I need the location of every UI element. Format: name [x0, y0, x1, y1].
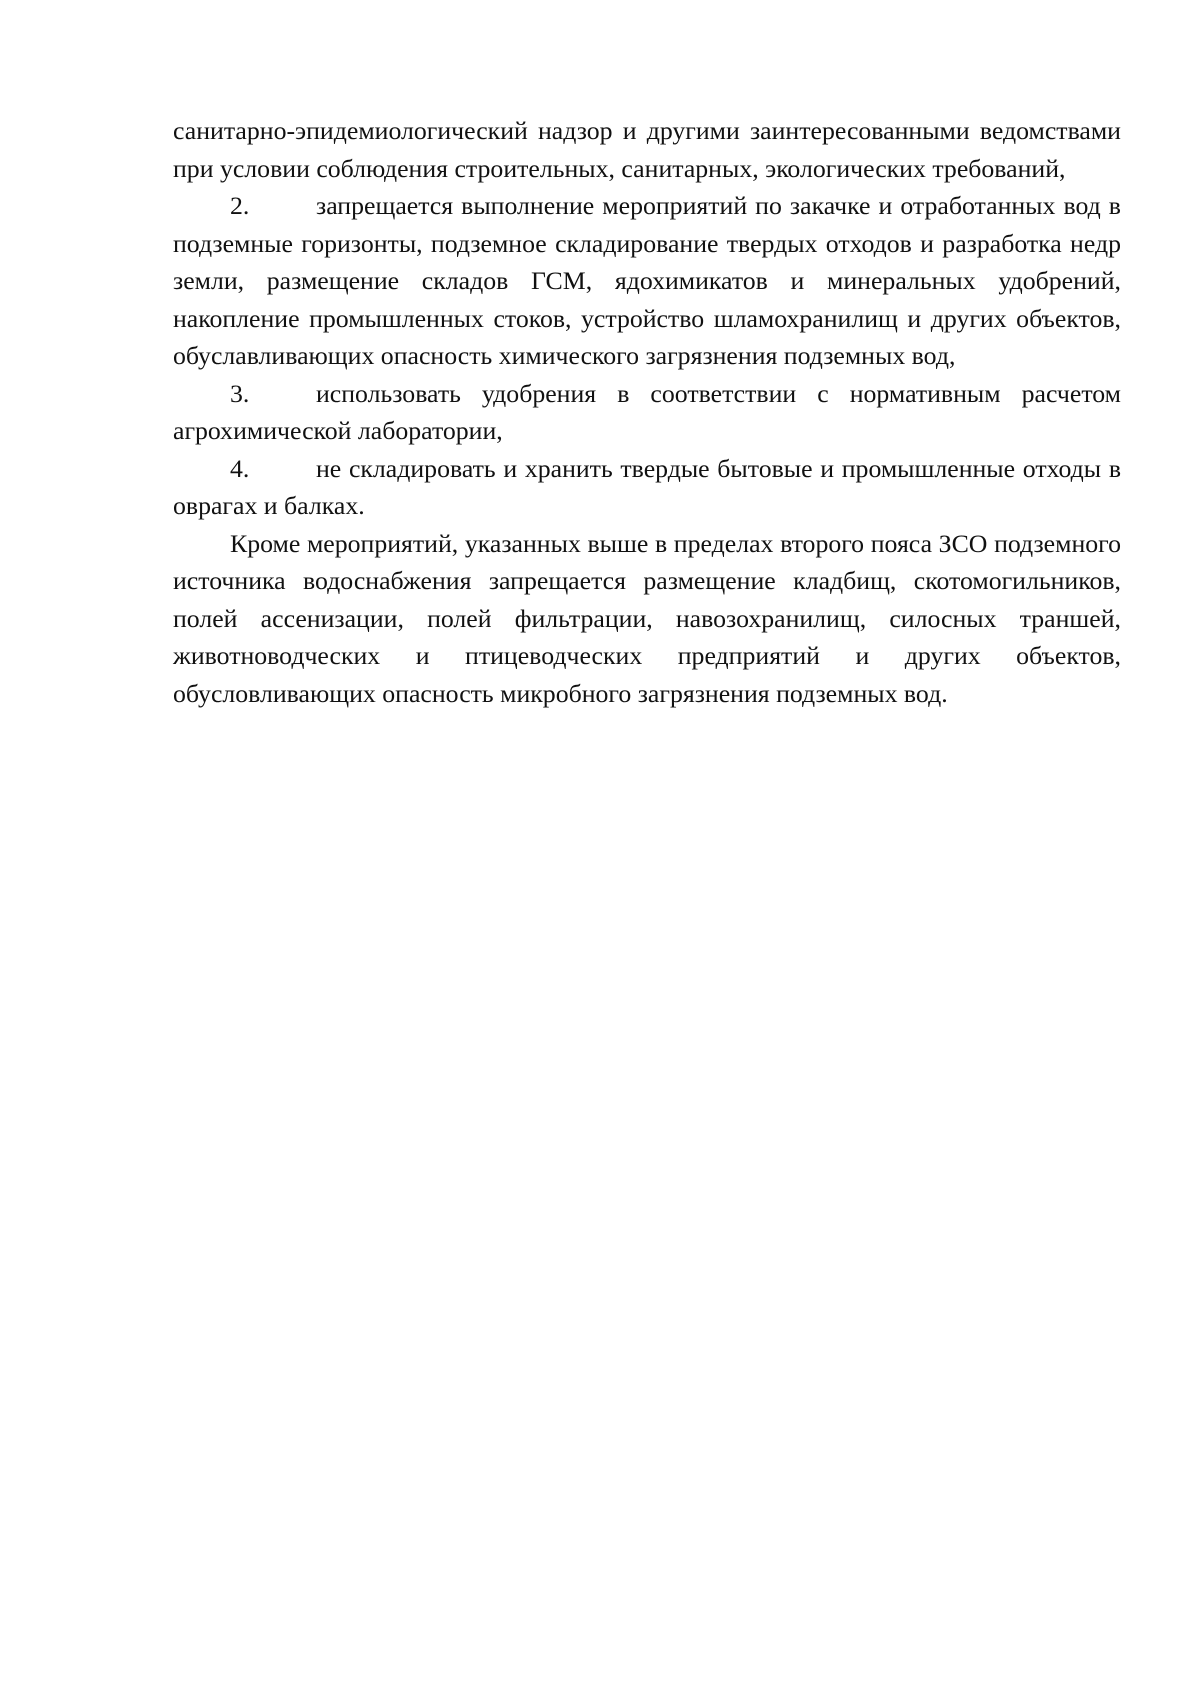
document-body — [173, 112, 1121, 712]
list-item — [173, 450, 1121, 525]
list-item-number: 3. — [230, 378, 250, 408]
list-item — [173, 375, 1121, 450]
list-item — [173, 187, 1121, 375]
intro-paragraph: санитарно-эпидемиологический надзор и другими заинтересованными ведомствами при условии соблюдения строительных, санитарных, экологических требований, — [173, 116, 1121, 183]
list-item-text: использовать удобрения в соответствии с нормативным расчетом агрохимической лаборатории, — [173, 378, 1121, 445]
list-item-number: 4. — [230, 453, 250, 483]
list-item-text: не складировать и хранить твердые бытовые и промышленные отходы в оврагах и балках. — [173, 453, 1121, 520]
closing-paragraph: Кроме мероприятий, указанных выше в пределах второго пояса ЗСО подземного источника водоснабжения запрещается размещение кладбищ, скотомогильников, полей ассенизации, полей фильтрации, навозохранилищ, силосных траншей, животноводческих и птицеводческих предприятий и других объектов, обусловливающих опасность микробного загрязнения подземных вод. — [173, 528, 1121, 708]
list-item-text: запрещается выполнение мероприятий по закачке и отработанных вод в подземные горизонты, подземное складирование твердых отходов и разработка недр земли, размещение складов ГСМ, ядохимикатов и минеральных удобрений, накопление промышленных стоков, устройство шламохранилищ и других объектов, обуславливающих опасность химического загрязнения подземных вод, — [173, 191, 1121, 370]
list-item-number: 2. — [230, 191, 250, 220]
